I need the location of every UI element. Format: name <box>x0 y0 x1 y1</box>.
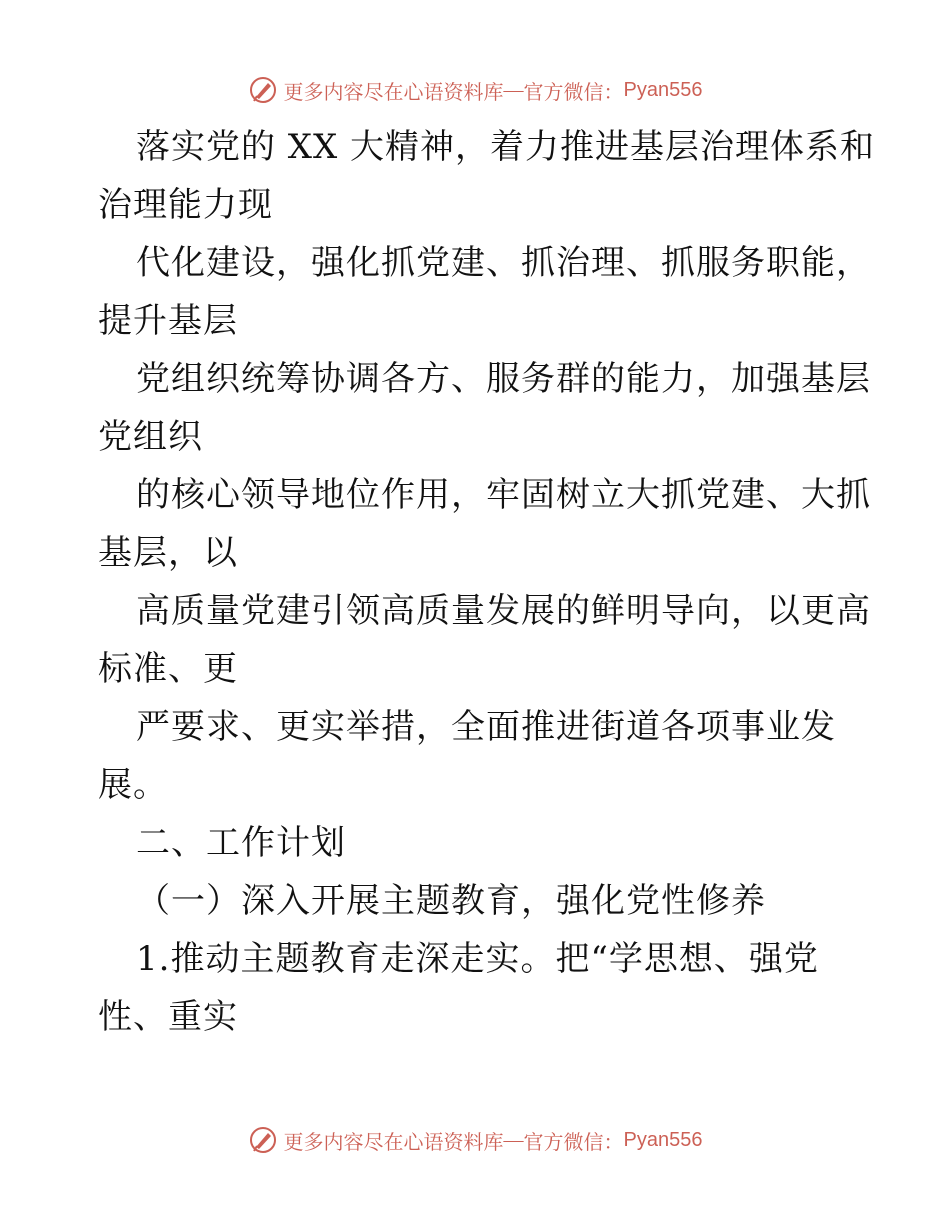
body-line: 代化建设，强化抓党建、抓治理、抓服务职能， <box>136 243 871 283</box>
watermark-wechat-id: Pyan556 <box>623 78 703 101</box>
body-line: 严要求、更实举措，全面推进街道各项事业发 <box>136 707 836 747</box>
document-body <box>98 118 876 1046</box>
body-line: 标准、更 <box>98 649 238 689</box>
watermark-wechat-label: 官方微信： <box>523 1131 624 1154</box>
body-line: 展。 <box>98 765 168 805</box>
body-line: 党组织统筹协调各方、服务群的能力，加强基层 <box>136 359 871 399</box>
watermark-separator: — <box>503 78 524 101</box>
watermark-text: 更多内容尽在心语资料库 <box>283 1131 504 1154</box>
body-line: 1.推动主题教育走深走实。把“学思想、强党 <box>136 939 819 979</box>
quill-pen-logo-icon <box>248 75 278 105</box>
quill-pen-logo-icon <box>248 1125 278 1155</box>
footer-watermark <box>0 1120 950 1160</box>
watermark-wechat-id: Pyan556 <box>623 1128 703 1151</box>
body-line: 党组织 <box>98 417 203 457</box>
body-line: 落实党的 XX 大精神，着力推进基层治理体系和 <box>136 127 876 167</box>
body-line: 性、重实 <box>98 997 238 1037</box>
header-watermark <box>0 70 950 110</box>
watermark-wechat-label: 官方微信： <box>523 81 624 104</box>
body-line: 高质量党建引领高质量发展的鲜明导向，以更高 <box>136 591 871 631</box>
body-line: 提升基层 <box>98 301 238 341</box>
subsection-heading: （一）深入开展主题教育，强化党性修养 <box>136 881 766 921</box>
section-heading: 二、工作计划 <box>136 823 346 863</box>
body-line: 治理能力现 <box>98 185 273 225</box>
watermark-separator: — <box>503 1128 524 1151</box>
body-line: 的核心领导地位作用，牢固树立大抓党建、大抓 <box>136 475 871 515</box>
watermark-text: 更多内容尽在心语资料库 <box>283 81 504 104</box>
body-line: 基层，以 <box>98 533 238 573</box>
